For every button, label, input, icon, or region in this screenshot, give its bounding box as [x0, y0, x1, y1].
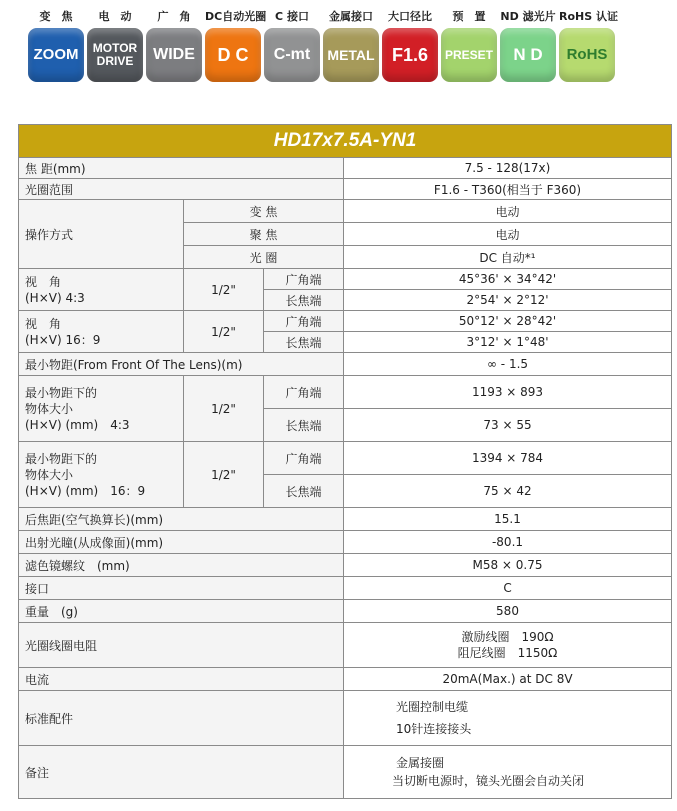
table-row — [19, 746, 672, 799]
obj-169-line2: 物体大小 — [25, 467, 74, 482]
mount-label: 接口 — [19, 577, 344, 600]
fov-169-wide-value: 50°12' × 28°42' — [344, 311, 672, 332]
note-1: 金属接圈 — [396, 756, 445, 770]
badge-caption: C 接口 — [275, 10, 309, 23]
focal-length-label: 焦 距(mm) — [19, 158, 344, 179]
table-row — [19, 623, 672, 668]
badge-icon: RoHS — [559, 28, 615, 82]
obj-169-wide-value: 1394 × 784 — [344, 442, 672, 475]
badge-icon: D C — [205, 28, 261, 82]
feature-badge — [441, 8, 497, 82]
badge-caption: 变 焦 — [39, 10, 73, 23]
obj-169-tele-label: 长焦端 — [264, 475, 344, 508]
notes-value — [344, 746, 672, 799]
bfl-value: 15.1 — [344, 508, 672, 531]
feature-badge — [87, 8, 143, 82]
focal-length-value: 7.5 - 128(17x) — [344, 158, 672, 179]
badge-icon: N D — [500, 28, 556, 82]
fov-169-tele-label: 长焦端 — [264, 332, 344, 353]
table-row — [19, 269, 672, 290]
op-zoom-value: 电动 — [344, 200, 672, 223]
current-label: 电流 — [19, 668, 344, 691]
accessory-2: 10针连接接头 — [396, 722, 472, 736]
feature-badge — [382, 8, 438, 82]
op-focus-label: 聚 焦 — [184, 223, 344, 246]
table-row — [19, 376, 672, 409]
badge-icon: PRESET — [441, 28, 497, 82]
exit-pupil-value: -80.1 — [344, 531, 672, 554]
obj-43-sensor: 1/2" — [184, 376, 264, 442]
feature-badge — [559, 8, 618, 82]
fov-169-wide-label: 广角端 — [264, 311, 344, 332]
feature-badge — [323, 8, 379, 82]
table-row — [19, 531, 672, 554]
badge-icon: F1.6 — [382, 28, 438, 82]
feature-badge — [146, 8, 202, 82]
badge-caption: 广 角 — [157, 10, 191, 23]
current-value: 20mA(Max.) at DC 8V — [344, 668, 672, 691]
obj-169-sensor: 1/2" — [184, 442, 264, 508]
table-row — [19, 353, 672, 376]
aperture-label: 光圈范围 — [19, 179, 344, 200]
feature-badges — [28, 8, 628, 88]
fov-169-line1: 视 角 — [25, 316, 62, 331]
aperture-value: F1.6 - T360(相当于 F360) — [344, 179, 672, 200]
coil-label: 光圈线圈电阻 — [19, 623, 344, 668]
fov-43-wide-value: 45°36' × 34°42' — [344, 269, 672, 290]
fov-169-tele-value: 3°12' × 1°48' — [344, 332, 672, 353]
badge-icon: ZOOM — [28, 28, 84, 82]
badge-caption: DC自动光圈 — [205, 10, 267, 23]
op-iris-value: DC 自动*¹ — [344, 246, 672, 269]
fov-43-line1: 视 角 — [25, 274, 62, 289]
exit-pupil-label: 出射光瞳(从成像面)(mm) — [19, 531, 344, 554]
accessory-1: 光圈控制电缆 — [396, 700, 469, 714]
note-2: 当切断电源时，镜头光圈会自动关闭 — [392, 774, 585, 788]
obj-43-tele-label: 长焦端 — [264, 409, 344, 442]
badge-caption: RoHS 认证 — [559, 10, 618, 23]
coil-drive: 激励线圈 190Ω — [461, 630, 554, 644]
table-row — [19, 158, 672, 179]
fov-169-sensor: 1/2" — [184, 311, 264, 353]
badge-icon: WIDE — [146, 28, 202, 82]
table-row — [19, 577, 672, 600]
obj-43-wide-value: 1193 × 893 — [344, 376, 672, 409]
fov-43-label — [19, 269, 184, 311]
obj-169-line3: (H×V) (mm) 16：9 — [25, 483, 146, 498]
op-focus-value: 电动 — [344, 223, 672, 246]
obj-169-line1: 最小物距下的 — [25, 451, 98, 466]
accessories-label: 标准配件 — [19, 691, 344, 746]
badge-caption: 预 置 — [452, 10, 486, 23]
badge-icon: C-mt — [264, 28, 320, 82]
badge-caption: 大口径比 — [388, 10, 432, 23]
feature-badge — [205, 8, 267, 82]
obj-43-line2: 物体大小 — [25, 401, 74, 416]
fov-43-wide-label: 广角端 — [264, 269, 344, 290]
fov-43-tele-label: 长焦端 — [264, 290, 344, 311]
obj-43-wide-label: 广角端 — [264, 376, 344, 409]
badge-caption: 金属接口 — [329, 10, 373, 23]
table-row — [19, 179, 672, 200]
feature-badge — [500, 8, 556, 82]
mod-label: 最小物距(From Front Of The Lens)(m) — [19, 353, 344, 376]
obj-169-wide-label: 广角端 — [264, 442, 344, 475]
fov-169-line2: (H×V) 16：9 — [25, 332, 101, 347]
mount-value: C — [344, 577, 672, 600]
weight-label: 重量 (g) — [19, 600, 344, 623]
obj-43-label — [19, 376, 184, 442]
fov-169-label — [19, 311, 184, 353]
table-row — [19, 691, 672, 746]
badge-icon: MOTOR DRIVE — [87, 28, 143, 82]
model-title: HD17x7.5A-YN1 — [19, 125, 672, 158]
accessories-value — [344, 691, 672, 746]
feature-badge — [264, 8, 320, 82]
obj-169-tele-value: 75 × 42 — [344, 475, 672, 508]
coil-value — [344, 623, 672, 668]
badge-icon: METAL — [323, 28, 379, 82]
fov-43-line2: (H×V) 4:3 — [25, 290, 85, 305]
op-zoom-label: 变 焦 — [184, 200, 344, 223]
fov-43-sensor: 1/2" — [184, 269, 264, 311]
mod-value: ∞ - 1.5 — [344, 353, 672, 376]
badge-caption: 电 动 — [98, 10, 132, 23]
obj-43-line3: (H×V) (mm) 4:3 — [25, 417, 130, 432]
filter-value: M58 × 0.75 — [344, 554, 672, 577]
table-row — [19, 600, 672, 623]
table-row — [19, 508, 672, 531]
table-row — [19, 554, 672, 577]
filter-label: 滤色镜螺纹 (mm) — [19, 554, 344, 577]
operation-label: 操作方式 — [19, 200, 184, 269]
obj-43-tele-value: 73 × 55 — [344, 409, 672, 442]
table-row — [19, 200, 672, 223]
spec-table — [18, 124, 672, 799]
obj-169-label — [19, 442, 184, 508]
bfl-label: 后焦距(空气换算长)(mm) — [19, 508, 344, 531]
coil-damp: 阻尼线圈 1150Ω — [457, 646, 558, 660]
notes-label: 备注 — [19, 746, 344, 799]
badge-caption: ND 滤光片 — [500, 10, 556, 23]
fov-43-tele-value: 2°54' × 2°12' — [344, 290, 672, 311]
op-iris-label: 光 圈 — [184, 246, 344, 269]
table-row — [19, 668, 672, 691]
obj-43-line1: 最小物距下的 — [25, 385, 98, 400]
weight-value: 580 — [344, 600, 672, 623]
feature-badge — [28, 8, 84, 82]
table-row — [19, 442, 672, 475]
table-row — [19, 311, 672, 332]
